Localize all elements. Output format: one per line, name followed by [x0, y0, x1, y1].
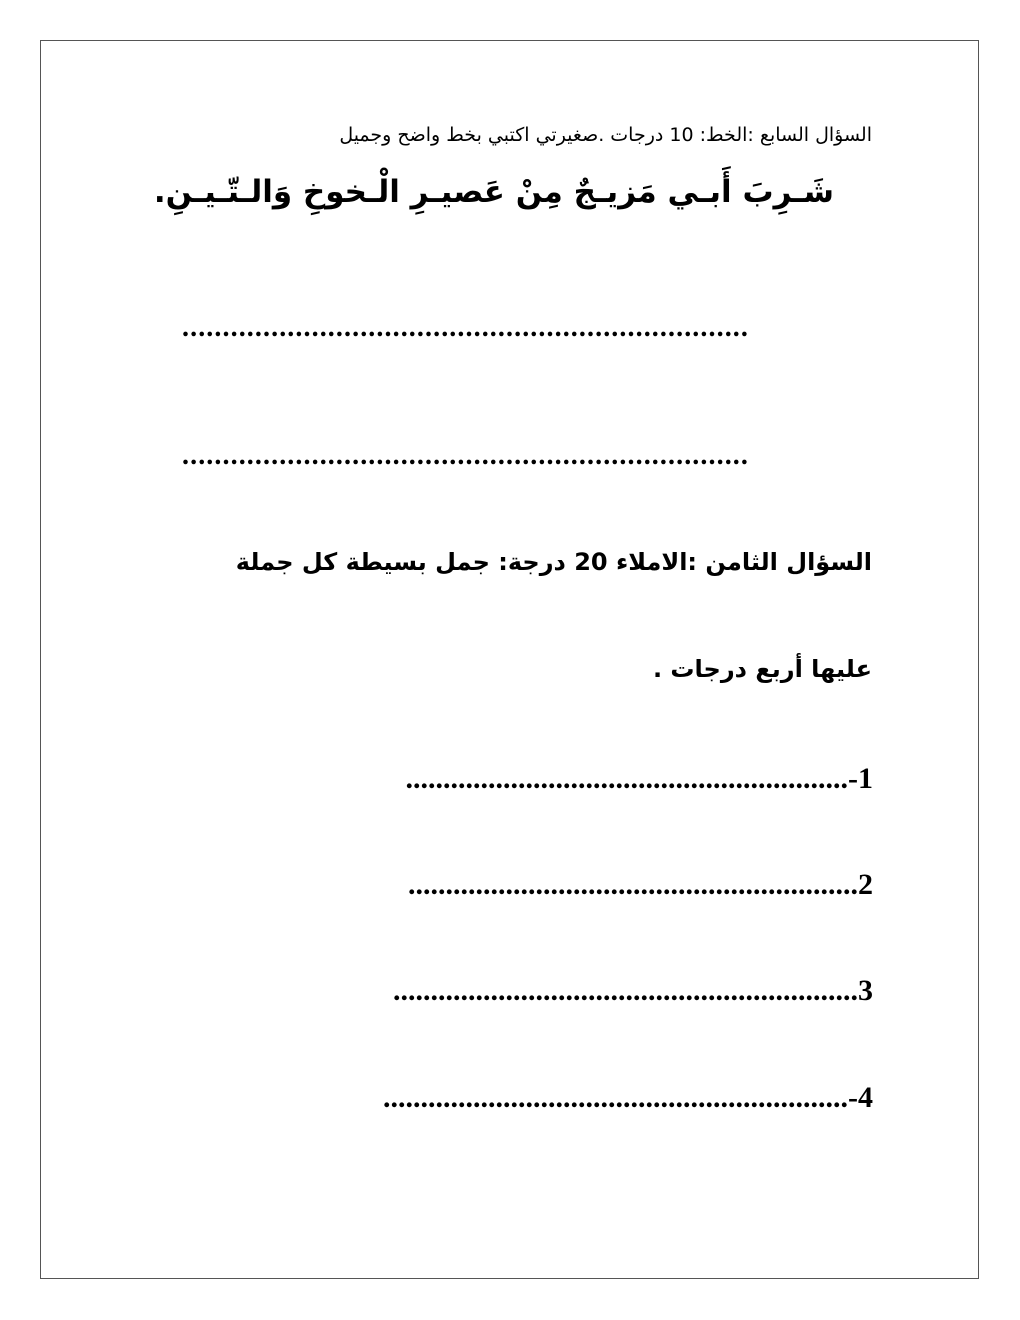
question-8-title: السؤال الثامن :الاملاء 20 درجة: جمل بسيطة كل جملة — [235, 548, 872, 576]
question-7-title: السؤال السابع :الخط: 10 درجات .صغيرتي اكتبي بخط واضح وجميل — [339, 124, 872, 146]
answer-line-2[interactable]: ...................................................................... — [182, 440, 749, 471]
handwriting-sentence: شَـرِبَ أَبـي مَزيـجٌ مِنْ عَصيـرِ الْـخوخِ وَالـتّـيـنِ. — [153, 174, 834, 210]
answer-line-1[interactable]: ...................................................................... — [182, 312, 749, 343]
dictation-line-4[interactable]: ..............................................................-4 — [383, 1081, 873, 1114]
dictation-line-2[interactable]: ............................................................2 — [408, 868, 873, 901]
dictation-line-1[interactable]: ...........................................................-1 — [405, 762, 873, 795]
question-8-subtitle: عليها أربع درجات . — [652, 655, 872, 683]
dictation-line-3[interactable]: ..............................................................3 — [393, 974, 873, 1007]
